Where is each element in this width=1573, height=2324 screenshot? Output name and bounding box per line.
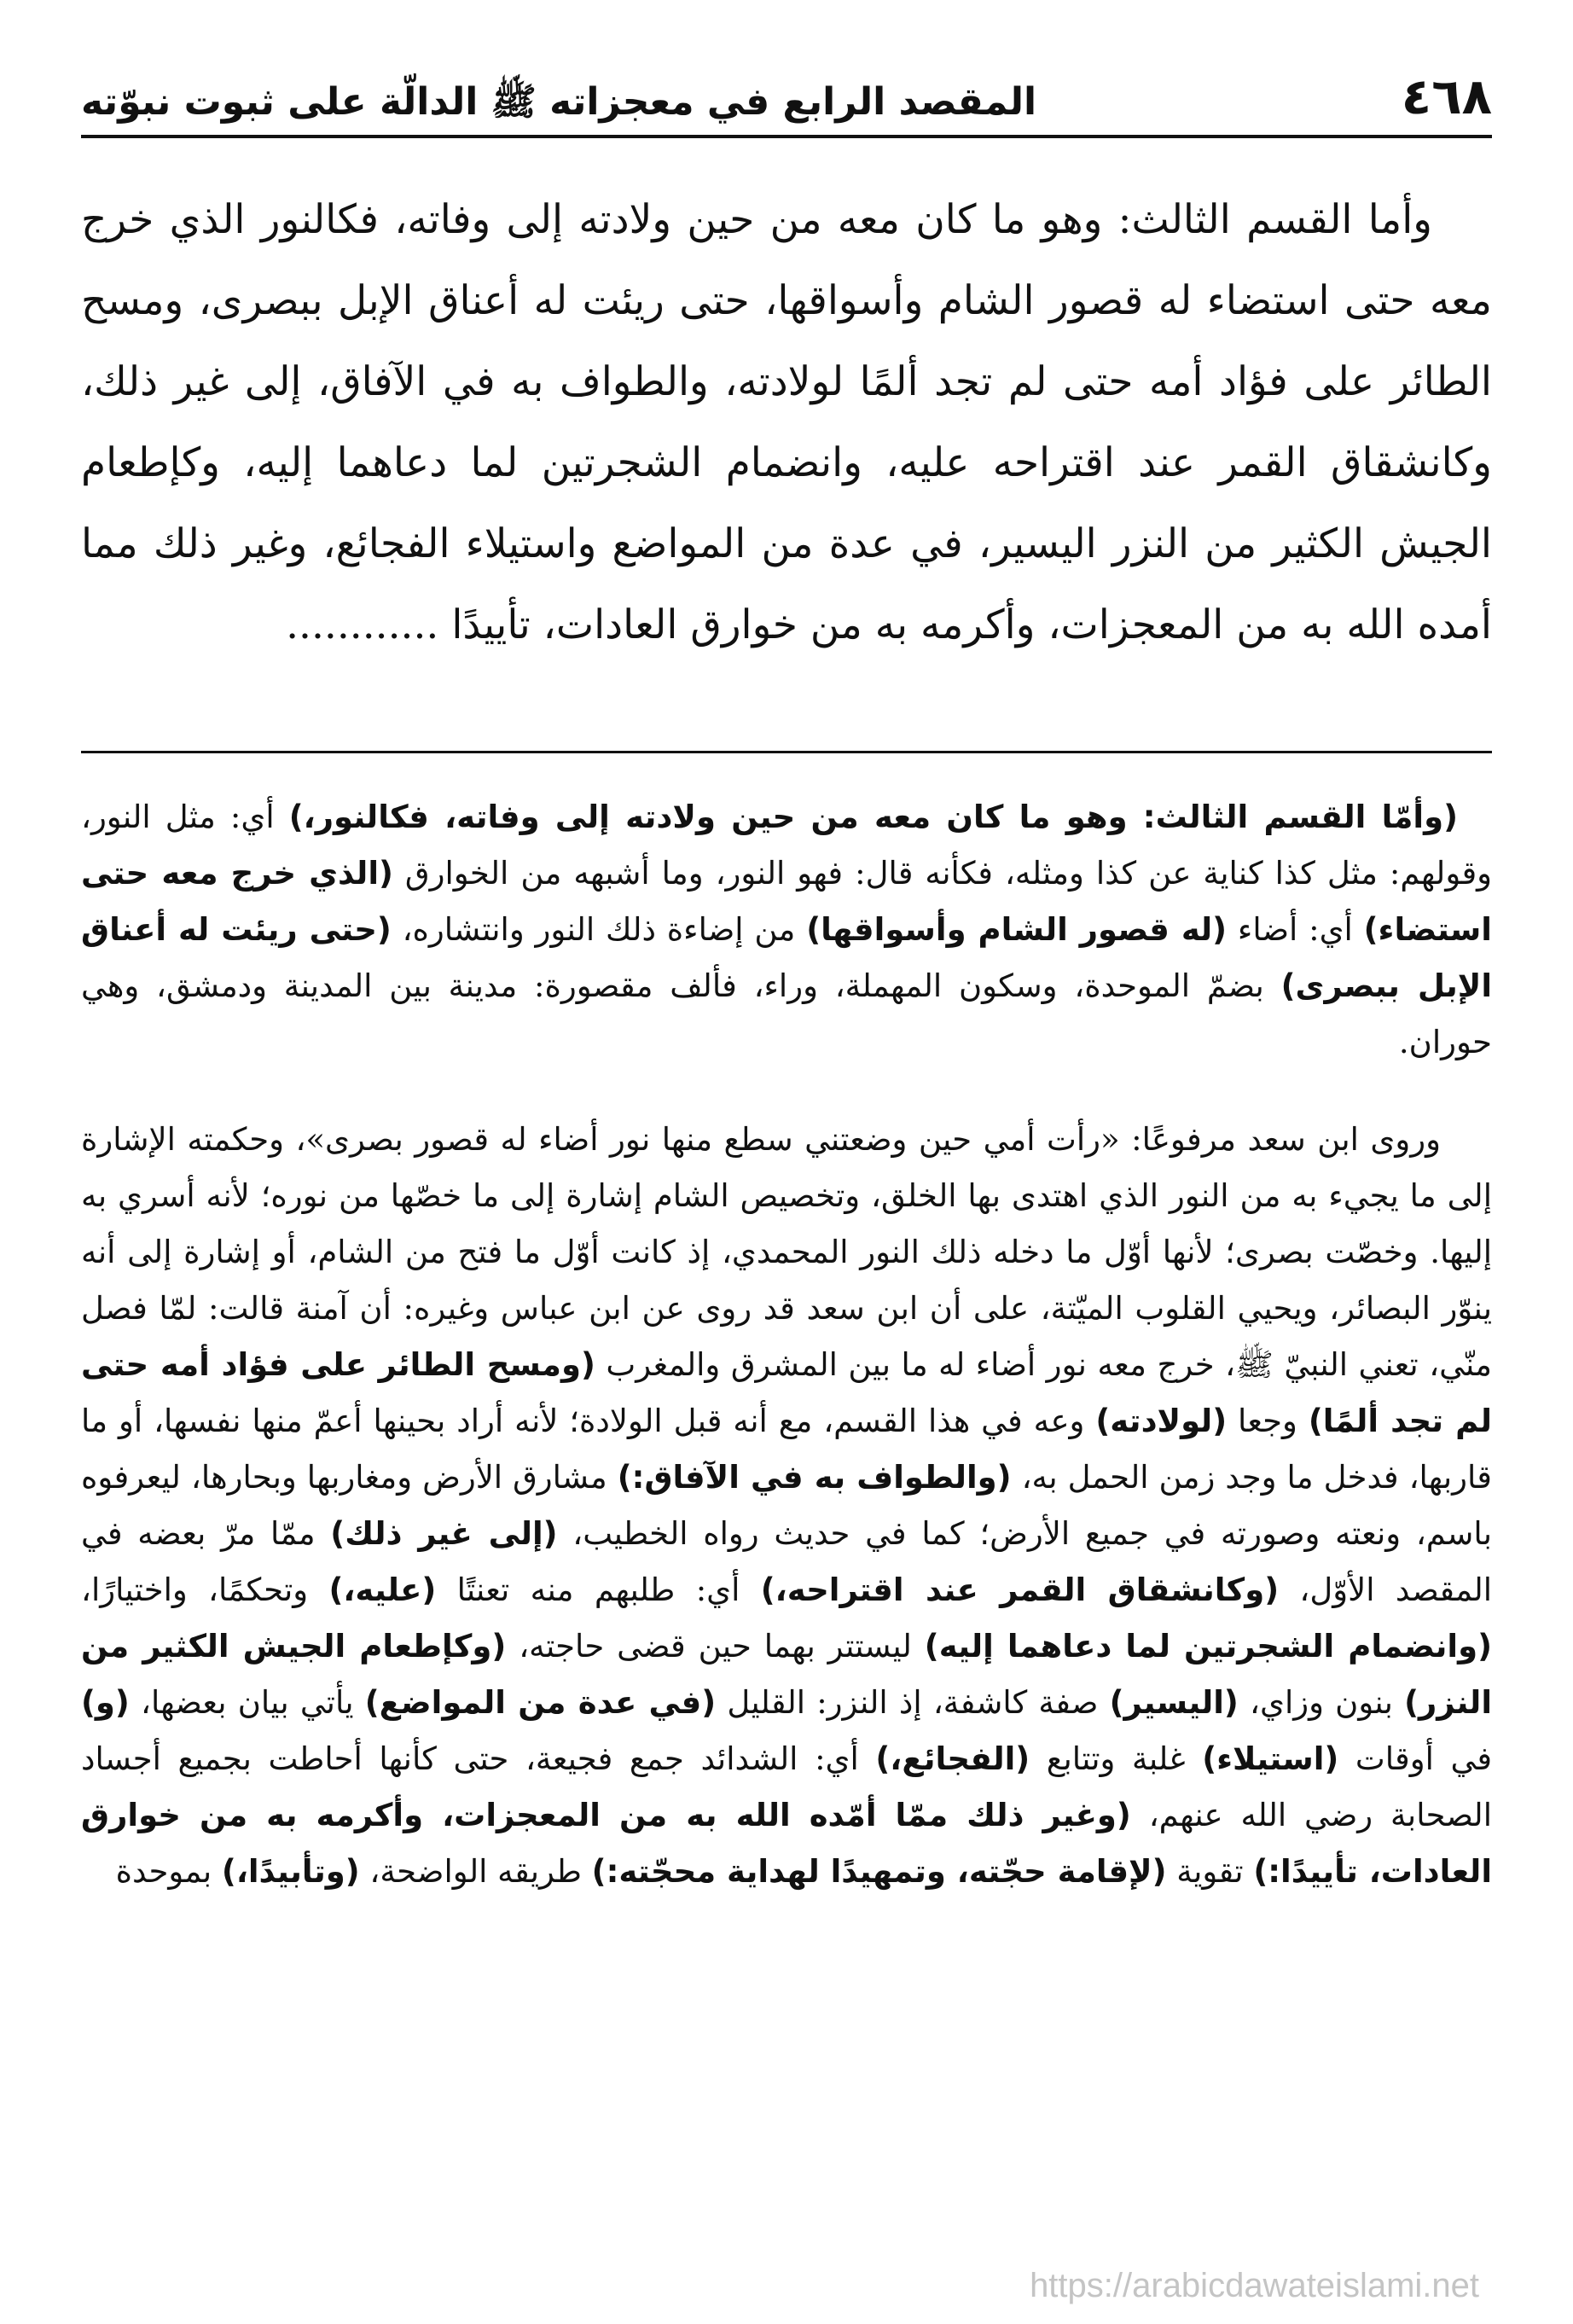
commentary-text: غلبة وتتابع (1030, 1740, 1203, 1777)
quoted-matn-text: (استيلاء) (1202, 1740, 1339, 1777)
quoted-matn-text: (و) (81, 1684, 130, 1721)
commentary-text: أي: أضاء (1227, 911, 1364, 948)
commentary-text: صفة كاشفة، إذ النزر: القليل (716, 1684, 1110, 1721)
main-text-body: وأما القسم الثالث: وهو ما كان معه من حين ولادته إلى وفاته، فكالنور الذي خرج معه حتى استضاء له قصور الشام وأسواقها، حتى ريئت له أعناق الإبل ببصرى، ومسح الطائر على فؤاد أمه حتى لم تجد ألمًا لولادته، والطواف به في الآفاق، إلى غير ذلك، وكانشقاق القمر عند اقتراحه عليه، وانضمام الشجرتين لما دعاهما إليه، وكإطعام الجيش الكثير من النزر اليسير، في عدة من المواضع واستيلاء الفجائع، وغير ذلك مما أمده الله به من المعجزات، وأكرمه به من خوارق العادات، تأييدًا (81, 196, 1492, 648)
header-divider (81, 135, 1492, 138)
quoted-matn-text: (وأمّا القسم الثالث: وهو ما كان معه من حين ولادته إلى وفاته، فكالنور،) (288, 799, 1458, 835)
quoted-matn-text: (ومسح الطائر على فؤاد أمه حتى لم تجد ألمًا) (81, 1346, 1492, 1439)
commentary-text: يأتي بيان بعضها، (129, 1684, 365, 1721)
quoted-matn-text: (وانضمام الشجرتين لما دعاهما إليه) (924, 1628, 1492, 1665)
quoted-matn-text: (عليه،) (328, 1572, 437, 1608)
ellipsis-dots: ............ (286, 601, 439, 648)
quoted-matn-text: (في عدة من المواضع) (364, 1684, 717, 1721)
commentary-text: في أوقات (1338, 1740, 1493, 1777)
quoted-matn-text: (وكانشقاق القمر عند اقتراحه،) (760, 1572, 1280, 1608)
commentary-text: مشارق الأرض ومغاربها وبحارها، ليعرفوه باسم، ونعته وصورته في جميع الأرض؛ كما في حديث رواه الخطيب، (81, 1459, 1492, 1552)
quoted-matn-text: (لولادته) (1095, 1403, 1228, 1439)
section-divider (81, 751, 1492, 753)
commentary-text: وتحكمًا، واختيارًا، (81, 1572, 329, 1608)
commentary-text: بموحدة (115, 1853, 222, 1890)
commentary-text: من إضاءة ذلك النور وانتشاره، (391, 911, 807, 948)
main-text-block (81, 179, 1492, 665)
quoted-matn-text: (حتى ريئت له أعناق الإبل ببصرى) (81, 911, 1493, 1004)
quoted-matn-text: (اليسير) (1109, 1684, 1239, 1721)
page-number: ٤٦٨ (1401, 67, 1492, 125)
quoted-matn-text: (الفجائع،) (875, 1740, 1030, 1777)
commentary-paragraph-2 (81, 1112, 1492, 1900)
commentary-text: أي: مثل النور، وقولهم: مثل كذا كناية عن كذا ومثله، فكأنه قال: فهو النور، وما أشبهه من الخوارق (81, 799, 1492, 892)
commentary-block (81, 789, 1492, 1900)
quoted-matn-text: (له قصور الشام وأسواقها) (806, 911, 1228, 948)
quoted-matn-text: (وتأبيدًا،) (221, 1853, 360, 1890)
commentary-text: أي: طلبهم منه تعنتًا (436, 1572, 761, 1608)
commentary-text: طريقه الواضحة، (359, 1853, 592, 1890)
commentary-text: أي: الشدائد جمع فجيعة، حتى كأنها أحاطت بجميع أجساد الصحابة رضي الله عنهم، (81, 1740, 1492, 1833)
quoted-matn-text: (وكإطعام الجيش الكثير من النزر) (81, 1628, 1492, 1721)
quoted-matn-text: (والطواف به في الآفاق:) (617, 1459, 1012, 1496)
commentary-text: ليستتر بهما حين قضى حاجته، (506, 1628, 925, 1665)
commentary-text: وروى ابن سعد مرفوعًا: «رأت أمي حين وضعتني سطع منها نور أضاء له قصور بصرى»، وحكمته الإشارة إلى ما يجيء به من النور الذي اهتدى بها الخلق، وتخصيص الشام إشارة إلى ما خصّها من نوره؛ لأنه أسري به إليها. وخصّت بصرى؛ لأنها أوّل ما دخله ذلك النور المحمدي، إذ كانت أوّل ما فتح من الشام، أو إشارة إلى أنه ينوّر البصائر، ويحيي القلوب الميّتة، على أن ابن سعد قد روى عن ابن عباس وغيره: أن آمنة قالت: لمّا فصل منّي، تعني النبيّ ﷺ، خرج معه نور أضاء له ما بين المشرق والمغرب (81, 1121, 1492, 1383)
running-title: المقصد الرابع في معجزاته ﷺ الدالّة على ثبوت نبوّته (81, 80, 1037, 124)
commentary-text: بضمّ الموحدة، وسكون المهملة، وراء، فألف مقصورة: مدينة بين المدينة ودمشق، وهي حوران. (81, 967, 1492, 1060)
quoted-matn-text: (الذي خرج معه حتى استضاء) (81, 855, 1492, 948)
main-paragraph (81, 179, 1492, 665)
commentary-text: تقوية (1166, 1853, 1254, 1890)
quoted-matn-text: (لإقامة حجّته، وتمهيدًا لهداية محجّته:) (591, 1853, 1167, 1890)
quoted-matn-text: (إلى غير ذلك) (330, 1515, 558, 1552)
watermark-url: https://arabicdawateislami.net (1030, 2267, 1479, 2304)
commentary-text: بنون وزاي، (1238, 1684, 1405, 1721)
running-header (81, 53, 1492, 125)
commentary-paragraph-1 (81, 789, 1492, 1071)
commentary-text: ممّا مرّ بعضه في المقصد الأوّل، (81, 1515, 1493, 1608)
commentary-text: وجعا (1227, 1403, 1309, 1439)
commentary-text: وعه في هذا القسم، مع أنه قبل الولادة؛ لأنه أراد بحينها أعمّ منها نفسها، أو ما قاربها، فدخل ما وجد زمن الحمل به، (81, 1403, 1492, 1496)
quoted-matn-text: (وغير ذلك ممّا أمّده الله به من المعجزات، وأكرمه به من خوارق العادات، تأييدًا:) (81, 1797, 1492, 1890)
